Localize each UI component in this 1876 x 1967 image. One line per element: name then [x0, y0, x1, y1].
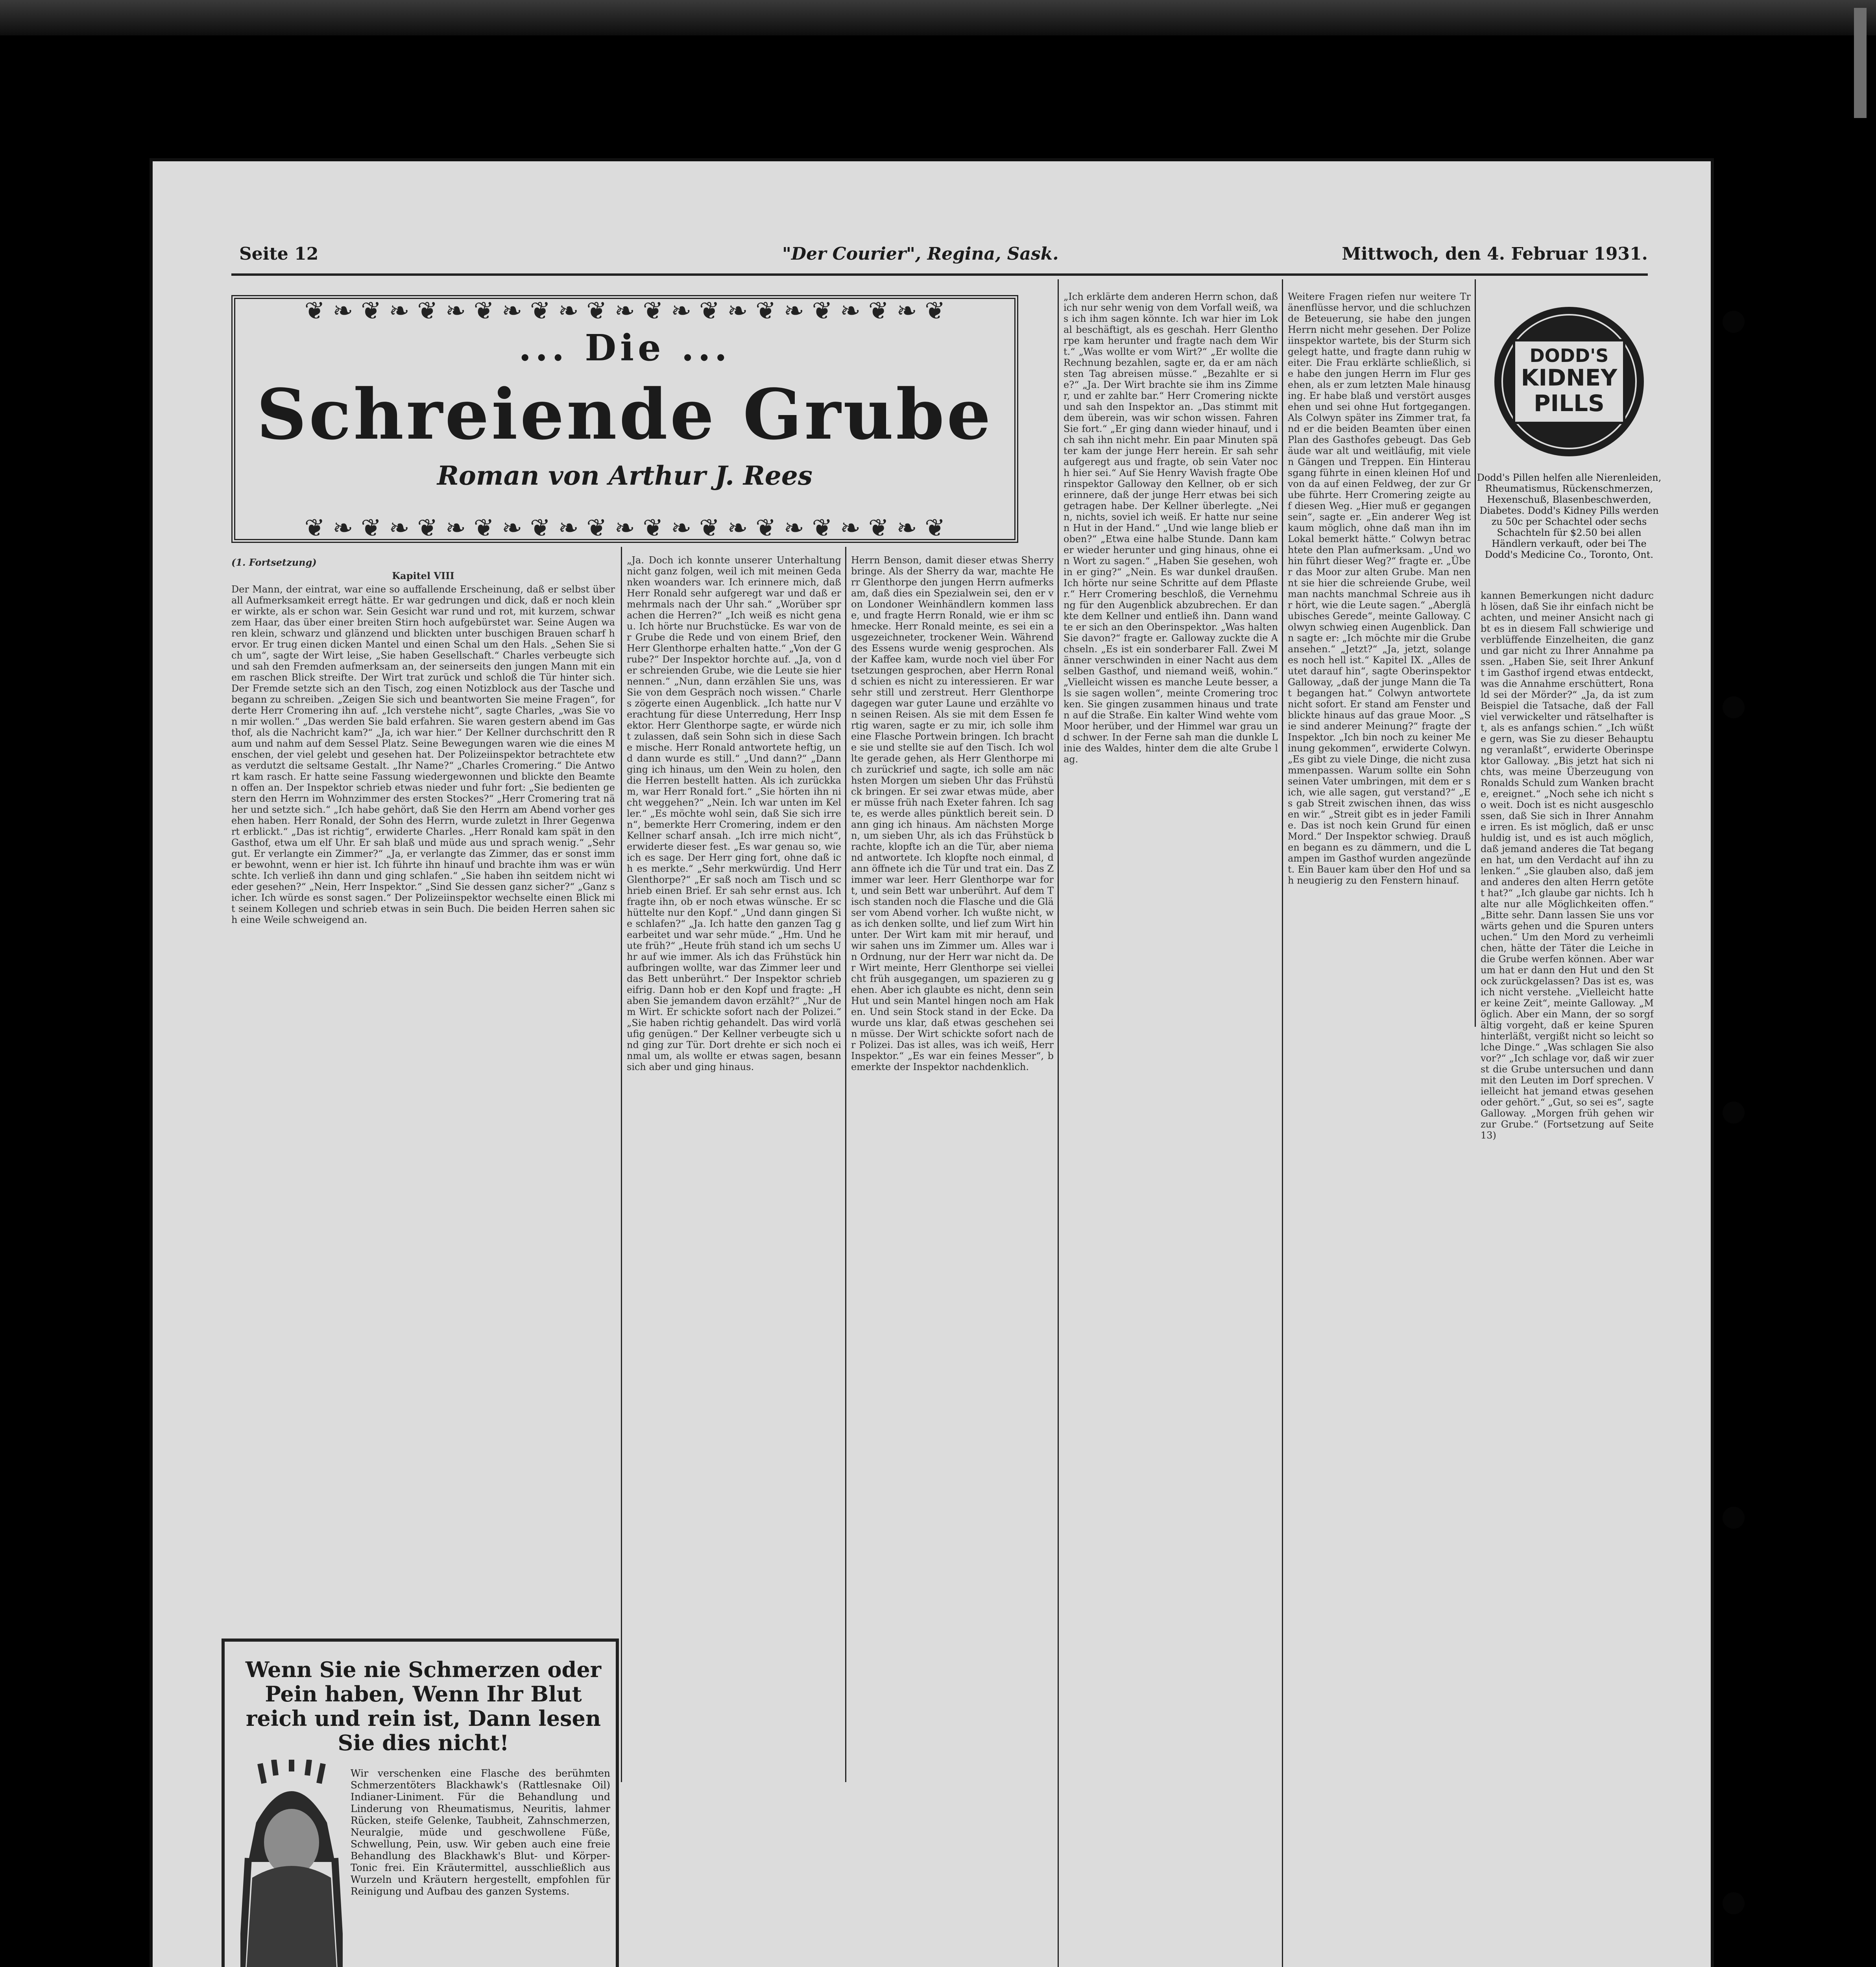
punch-hole: [1723, 1507, 1745, 1529]
issue-date: Mittwoch, den 4. Februar 1931.: [1342, 244, 1648, 264]
header-rule: [231, 273, 1648, 276]
ornament-border-bottom: ❦ ❧ ❦ ❧ ❦ ❧ ❦ ❧ ❦ ❧ ❦ ❧ ❦ ❧ ❦ ❧ ❦ ❧ ❦ ❧ ❦ ❧ ❦: [304, 516, 945, 539]
column-rule: [1058, 279, 1059, 1967]
page-number: Seite 12: [239, 244, 319, 264]
serial-title-box: [231, 295, 1018, 543]
masthead-running: "Der Courier", Regina, Sask.: [782, 244, 1059, 264]
article-text: „Ich erklärte dem anderen Herrn schon, daß ich nur sehr wenig von dem Vorfall weiß, was ich ihm sagen könnte. Ich war hier im Lokal beschäftigt, als es geschah. Herr Glenthorpe kam herunter und fragte nach dem Wirt.“ „Was wollte er vom Wirt?“ „Er wollte die Rechnung bezahlen, sagte er, da er am nächsten Tag abreisen müsse.“ „Bezahlte er sie?“ „Ja. Der Wirt brachte sie ihm ins Zimmer, und er zahlte bar.“ Herr Cromering nickte und sah den Inspektor an. „Das stimmt mit dem überein, was wir schon wissen. Fahren Sie fort.“ „Er ging dann wieder hinauf, und ich sah ihn nicht mehr. Ein paar Minuten später kam der junge Herr herein. Er sah sehr aufgeregt aus und fragte, ob sein Vater noch hier sei.“ Auf Sie Henry Wavish fragte Oberinspektor Galloway den Kellner, ob er sich erinnere, daß der junge Herr etwas bei sich getragen habe. Der Kellner überlegte. „Nein, nichts, soviel ich weiß. Er hatte nur seinen Hut in der Hand.“ „Und wie lange blieb er oben?“ „Etwa eine halbe Stunde. Dann kam er wieder herunter und ging hinaus, ohne ein Wort zu sagen.“ „Haben Sie gesehen, wohin er ging?“ „Nein. Es war dunkel draußen. Ich hörte nur seine Schritte auf dem Pflaster.“ Herr Cromering beschloß, die Vernehmung für den Augenblick abzubrechen. Er dankte dem Kellner und entließ ihn. Dann wandte er sich an den Oberinspektor. „Was halten Sie davon?“ fragte er. Galloway zuckte die Achseln. „Es ist ein sonderbarer Fall. Zwei Männer verschwinden in einer Nacht aus demselben Gasthof, und niemand weiß, wohin.“ „Vielleicht wissen es manche Leute besser, als sie sagen wollen“, meinte Cromering trocken. Sie gingen zusammen hinaus und traten auf die Straße. Ein kalter Wind wehte vom Moor herüber, und der Himmel war grau und schwer. In der Ferne sah man die dunkle Linie des Waldes, hinter dem die alte Grube lag.: [1064, 291, 1278, 765]
article-text: kannen Bemerkungen nicht dadurch lösen, daß Sie ihr einfach nicht beachten, und meiner Ansicht nach gibt es in diesem Fall schwierige und verblüffende Einzelheiten, die ganz und gar nicht zu Ihrer Annahme passen. „Haben Sie, seit Ihrer Ankunft im Gasthof irgend etwas entdeckt, was die Annahme erschüttert, Ronald sei der Mörder?“ „Ja, da ist zum Beispiel die Tatsache, daß der Fall viel verwickelter und rätselhafter ist, als es anfangs schien.“ „Ich wüßte gern, was Sie zu dieser Behauptung veranlaßt“, erwiderte Oberinspektor Galloway. „Bis jetzt hat sich nichts, was meine Überzeugung von Ronalds Schuld zum Wanken brachte, ereignet.“ „Noch sehe ich nicht so weit. Doch ist es nicht ausgeschlossen, daß Sie sich in Ihrer Annahme irren. Es ist möglich, daß er unschuldig ist, und es ist auch möglich, daß jemand anderes die Tat begangen hat, um den Verdacht auf ihn zu lenken.“ „Sie glauben also, daß jemand anderes den alten Herrn getötet hat?“ „Ich glaube gar nichts. Ich halte nur alle Möglichkeiten offen.“ „Bitte sehr. Dann lassen Sie uns vorwärts gehen und die Spuren untersuchen.“ Um den Mord zu verheimlichen, hätte der Täter die Leiche in die Grube werfen können. Aber warum hat er dann den Hut und den Stock zurückgelassen? Das ist es, was ich nicht verstehe. „Vielleicht hatte er keine Zeit“, meinte Galloway. „Möglich. Aber ein Mann, der so sorgfältig vorgeht, daß er keine Spuren hinterläßt, vergißt nicht so leicht solche Dinge.“ „Was schlagen Sie also vor?“ „Ich schlage vor, daß wir zuerst die Grube untersuchen und dann mit den Leuten im Dorf sprechen. Vielleicht hat jemand etwas gesehen oder gehört.“ „Gut, so sei es“, sagte Galloway. „Morgen früh gehen wir zur Grube.“ (Fortsetzung auf Seite 13): [1481, 590, 1654, 1141]
column-rule: [845, 547, 846, 1782]
column-rule: [621, 547, 622, 1782]
pills-brand: DODD'S: [1529, 345, 1609, 366]
article-column-3: [851, 555, 1054, 1967]
pills-word-kidney: KIDNEY: [1521, 364, 1617, 391]
newspaper-page: [153, 161, 1711, 1967]
article-text: Weitere Fragen riefen nur weitere Tränenflüsse hervor, und die schluchzende Beteuerung, sie habe den jungen Herrn nicht mehr gesehen. Der Polizeiinspektor wartete, bis der Sturm sich gelegt hatte, und fragte dann ruhig weiter. Die Frau erklärte schließlich, sie habe den jungen Herrn im Flur gesehen, als er zum letzten Male hinausging. Er habe blaß und verstört ausgesehen und sei ohne Hut fortgegangen. Als Colwyn später ins Zimmer trat, fand er die beiden Beamten über einen Plan des Gasthofes gebeugt. Das Gebäude war alt und weitläufig, mit vielen Gängen und Treppen. Ein Hinterausgang führte in einen kleinen Hof und von da auf einen Feldweg, der zur Grube führte. Herr Cromering zeigte auf diesen Weg. „Hier muß er gegangen sein“, sagte er. „Ein anderer Weg ist kaum möglich, ohne daß man ihn im Lokal bemerkt hätte.“ Colwyn betrachtete den Plan aufmerksam. „Und wohin führt dieser Weg?“ fragte er. „Über das Moor zur alten Grube. Man nennt sie hier die schreiende Grube, weil man nachts manchmal Schreie aus ihr hört, wie die Leute sagen.“ „Abergläubisches Gerede“, meinte Galloway. Colwyn schwieg einen Augenblick. Dann sagte er: „Ich möchte mir die Grube ansehen.“ „Jetzt?“ „Ja, jetzt, solange es noch hell ist.“ Kapitel IX. „Alles deutet darauf hin“, sagte Oberinspektor Galloway, „daß der junge Mann die Tat begangen hat.“ Colwyn antwortete nicht sofort. Er stand am Fenster und blickte hinaus auf das graue Moor. „Sie sind anderer Meinung?“ fragte der Inspektor. „Ich bin noch zu keiner Meinung gekommen“, erwiderte Colwyn. „Es gibt zu viele Dinge, die nicht zusammenpassen. Warum sollte ein Sohn seinen Vater umbringen, mit dem er sich, wie alle sagen, gut verstand?“ „Es gab Streit zwischen ihnen, das wissen wir.“ „Streit gibt es in jeder Familie. Das ist noch kein Grund für einen Mord.“ Der Inspektor schwieg. Draußen begann es zu dämmern, und die Lampen im Gasthof wurden angezündet. Ein Bauer kam über den Hof und sah neugierig zu den Fenstern hinauf.: [1288, 291, 1471, 886]
title-die: ... Die ...: [519, 327, 731, 369]
installment-note: (1. Fortsetzung): [231, 557, 317, 568]
film-frame-top: [0, 0, 1876, 35]
chapter-heading: Kapitel VIII: [392, 570, 454, 581]
article-text: Herrn Benson, damit dieser etwas Sherry bringe. Als der Sherry da war, machte Herr Glenthorpe den jungen Herrn aufmerksam, daß dies ein Spezialwein sei, den er von Londoner Weinhändlern kommen lasse, und fragte Herrn Ronald, wie er ihm schmecke. Herr Ronald meinte, es sei ein ausgezeichneter, trockener Wein. Während des Essens wurde wenig gesprochen. Als der Kaffee kam, wurde noch viel über Fortsetzungen gesprochen, aber Herrn Ronald schien es nicht zu interessieren. Er war sehr still und zerstreut. Herr Glenthorpe dagegen war guter Laune und erzählte von seinen Reisen. Als sie mit dem Essen fertig waren, sagte er zu mir, ich solle ihm eine Flasche Portwein bringen. Ich brachte sie und stellte sie auf den Tisch. Ich wollte gerade gehen, als Herr Glenthorpe mich zurückrief und sagte, ich solle am nächsten Morgen um sieben Uhr das Frühstück bringen. Er sei zwar etwas müde, aber er müsse früh nach Exeter fahren. Ich sagte, es werde alles pünktlich bereit sein. Dann ging ich hinaus. Am nächsten Morgen, um sieben Uhr, als ich das Frühstück brachte, klopfte ich an die Tür, aber niemand antwortete. Ich klopfte noch einmal, dann öffnete ich die Tür und trat ein. Das Zimmer war leer. Herr Glenthorpe war fort, und sein Bett war unberührt. Auf dem Tisch standen noch die Flasche und die Gläser vom Abend vorher. Ich wußte nicht, was ich denken sollte, und lief zum Wirt hinunter. Der Wirt kam mit mir herauf, und wir sahen uns im Zimmer um. Alles war in Ordnung, nur der Herr war nicht da. Der Wirt meinte, Herr Glenthorpe sei vielleicht früh ausgegangen, um spazieren zu gehen. Aber ich glaubte es nicht, denn sein Hut und sein Mantel hingen noch am Haken. Und sein Stock stand in der Ecke. Da wurde uns klar, daß etwas geschehen sein müsse. Der Wirt schickte sofort nach der Polizei. Das ist alles, was ich weiß, Herr Inspektor.“ „Es war ein feines Messer“, bemerkte der Inspektor nachdenklich.: [851, 555, 1054, 1072]
column-rule: [1282, 279, 1283, 1967]
author-byline: Roman von Arthur J. Rees: [437, 460, 812, 491]
article-column-5: [1288, 291, 1471, 1967]
blackhawk-remedy-ad: [222, 1639, 619, 1967]
punch-hole: [1723, 696, 1745, 718]
remedy-ad-intro: Wir verschenken eine Flasche des berühmten Schmerzentöters Blackhawk's (Rattlesnake Oil) Indianer-Liniment. Für die Behandlung und Linderung von Rheumatismus, Neuritis, lahmer Rücken, steife Gelenke, Taubheit, Zahnschmerzen, Neuralgie, müde und geschwollene Füße, Schwellung, Pein, usw. Wir geben auch eine freie Behandlung des Blackhawk's Blut- und Körper-Tonic frei. Ein Kräutermittel, ausschließlich aus Wurzeln und Kräutern hergestellt, empfohlen für Reinigung und Aufbau des ganzen Systems.: [351, 1768, 610, 1897]
article-text: „Ja. Doch ich konnte unserer Unterhaltung nicht ganz folgen, weil ich mit meinen Gedanken woanders war. Ich erinnere mich, daß Herr Ronald sehr aufgeregt war und daß er mehrmals nach der Uhr sah.“ „Worüber sprachen die Herren?“ „Ich weiß es nicht genau. Ich hörte nur Bruchstücke. Es war von der Grube die Rede und von einem Brief, den Herr Glenthorpe erhalten hatte.“ „Von der Grube?“ Der Inspektor horchte auf. „Ja, von der schreienden Grube, wie die Leute sie hier nennen.“ „Nun, dann erzählen Sie uns, was Sie von dem Gespräch noch wissen.“ Charles zögerte einen Augenblick. „Ich hatte nur Verachtung für diese Unterredung, Herr Inspektor. Herr Glenthorpe sagte, er würde nicht zulassen, daß sein Sohn sich in diese Sache mische. Herr Ronald antwortete heftig, und dann wurde es still.“ „Und dann?“ „Dann ging ich hinaus, um den Wein zu holen, den die Herren bestellt hatten. Als ich zurückkam, war Herr Ronald fort.“ „Sie hörten ihn nicht weggehen?“ „Nein. Ich war unten im Keller.“ „Es möchte wohl sein, daß Sie sich irren“, bemerkte Herr Cromering, indem er den Kellner scharf ansah. „Ich irre mich nicht“, erwiderte dieser fest. „Es war genau so, wie ich es sage. Der Herr ging fort, ohne daß ich es merkte.“ „Sehr merkwürdig. Und Herr Glenthorpe?“ „Er saß noch am Tisch und schrieb einen Brief. Er sah sehr ernst aus. Ich fragte ihn, ob er noch etwas wünsche. Er schüttelte nur den Kopf.“ „Und dann gingen Sie schlafen?“ „Ja. Ich hatte den ganzen Tag gearbeitet und war sehr müde.“ „Hm. Und heute früh?“ „Heute früh stand ich um sechs Uhr auf wie immer. Als ich das Frühstück hinaufbringen wollte, war das Zimmer leer und das Bett unberührt.“ Der Inspektor schrieb eifrig. Dann hob er den Kopf und fragte: „Haben Sie jemandem davon erzählt?“ „Nur dem Wirt. Er schickte sofort nach der Polizei.“ „Sie haben richtig gehandelt. Das wird vorläufig genügen.“ Der Kellner verbeugte sich und ging zur Tür. Dort drehte er sich noch einmal um, als wollte er etwas sagen, besann sich aber und ging hinaus.: [627, 555, 841, 1072]
kidney-pills-box-illustration: [1490, 303, 1648, 460]
punch-hole: [1723, 1892, 1745, 1914]
article-column-4: [1064, 291, 1278, 1967]
article-column-6: [1481, 590, 1654, 1967]
pills-ad-caption: Dodd's Pillen helfen alle Nierenleiden, Rheumatismus, Rückenschmerzen, Hexenschuß, Blasenbeschwerden, Diabetes. Dodd's Kidney Pills werden zu 50c per Schachtel oder sechs Schachteln für $2.50 bei allen Händlern verkauft, oder bei The Dodd's Medicine Co., Toronto, Ont.: [1477, 472, 1662, 560]
punch-hole: [1723, 311, 1745, 333]
film-edge-strip: [1854, 8, 1867, 118]
article-column-1: [231, 555, 615, 1640]
article-column-2: [627, 555, 841, 1782]
serial-title: Schreiende Grube: [256, 374, 993, 455]
punch-hole: [1723, 1102, 1745, 1124]
column-rule: [1475, 279, 1476, 1027]
article-text: Der Mann, der eintrat, war eine so auffallende Erscheinung, daß er selbst überall Aufmerksamkeit erregt hätte. Er war gedrungen und dick, daß er noch kleiner wirkte, als er schon war. Sein Gesicht war rund und rot, mit kurzem, schwarzem Haar, das über einer breiten Stirn hoch aufgebürstet war. Seine Augen waren klein, schwarz und glänzend und blickten unter buschigen Brauen scharf hervor. Er trug einen dicken Mantel und einen Schal um den Hals. „Sehen Sie sich um“, sagte der Wirt leise, „Sie haben Gesellschaft.“ Charles verbeugte sich und sah den Fremden aufmerksam an, der seinerseits den jungen Mann mit einem raschen Blick streifte. Der Wirt trat zurück und schloß die Tür hinter sich. Der Fremde setzte sich an den Tisch, zog einen Notizblock aus der Tasche und begann zu schreiben. „Zeigen Sie sich und beantworten Sie meine Fragen“, forderte Herr Cromering ihn auf. „Ich verstehe nicht“, sagte Charles, „was Sie von mir wollen.“ „Das werden Sie bald erfahren. Sie waren gestern abend im Gasthof, als die Nachricht kam?“ „Ja, ich war hier.“ Der Kellner durchschritt den Raum und nahm auf dem Sessel Platz. Seine Bewegungen waren wie die eines Menschen, der viel gelebt und gesehen hat. Der Polizeiinspektor betrachtete etwas verdutzt die seltsame Gestalt. „Ihr Name?“ „Charles Cromering.“ Die Antwort kam rasch. Er hatte seine Fassung wiedergewonnen und blickte den Beamten offen an. Der Inspektor schrieb etwas nieder und fuhr fort: „Sie bedienten gestern den Herrn im Wohnzimmer des ersten Stockes?“ „Herr Cromering trat näher und setzte sich.“ „Ich habe gehört, daß Sie den Herrn am Abend vorher gesehen haben. Herr Ronald, der Sohn des Herrn, wurde zuletzt in Ihrer Gegenwart erblickt.“ „Das ist richtig“, erwiderte Charles. „Herr Ronald kam spät in den Gasthof, etwa um elf Uhr. Er sah blaß und müde aus und sprach wenig.“ „Sehr gut. Er verlangte ein Zimmer?“ „Ja, er verlangte das Zimmer, das er sonst immer bewohnt, wenn er hier ist. Ich führte ihn hinauf und brachte ihm was er wünschte. Ich verließ ihn dann und ging schlafen.“ „Sie haben ihn seitdem nicht wieder gesehen?“ „Nein, Herr Inspektor.“ „Sind Sie dessen ganz sicher?“ „Ganz sicher. Ich würde es sonst sagen.“ Der Polizeiinspektor wechselte einen Blick mit seinem Kollegen und schrieb etwas in sein Buch. Die beiden Herren sahen sich eine Weile schweigend an.: [231, 584, 615, 925]
remedy-ad-headline: Wenn Sie nie Schmerzen oder Pein haben, Wenn Ihr Blut reich und rein ist, Dann lesen Sie dies nicht!: [245, 1657, 602, 1755]
indian-chief-illustration: [240, 1760, 343, 1967]
ornament-border-top: ❦ ❧ ❦ ❧ ❦ ❧ ❦ ❧ ❦ ❧ ❦ ❧ ❦ ❧ ❦ ❧ ❦ ❧ ❦ ❧ ❦ ❧ ❦: [304, 299, 945, 322]
pills-word-pills: PILLS: [1534, 390, 1605, 417]
